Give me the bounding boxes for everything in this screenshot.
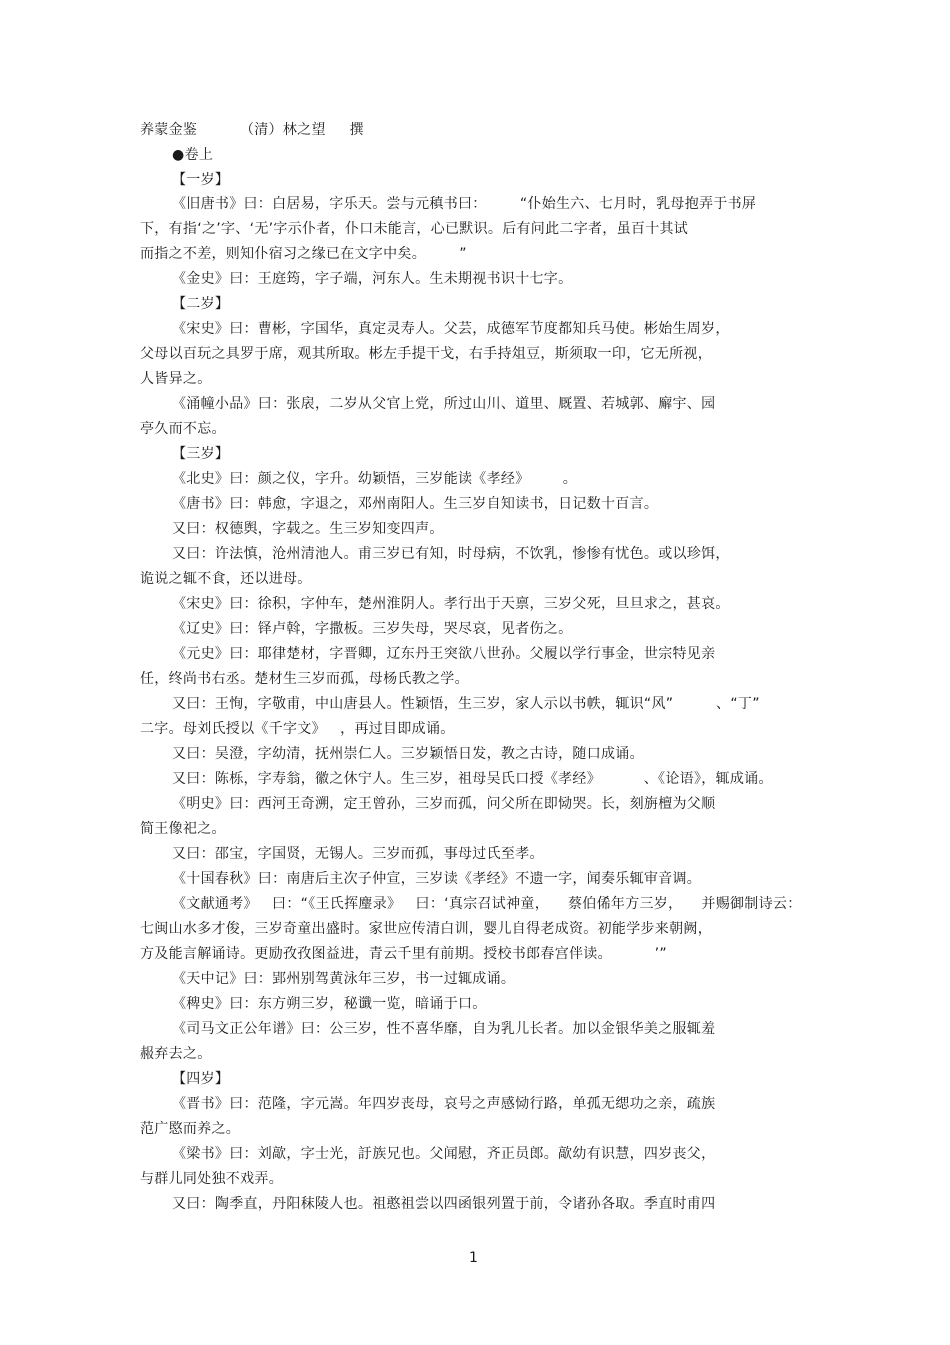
text-line: 诡说之辄不食，还以进母。	[140, 571, 312, 587]
text-line: 《辽史》曰：铎卢斡，字撒板。三岁失母，哭尽哀，见者伤之。	[172, 621, 573, 637]
section-heading: 【三岁】	[172, 446, 230, 462]
text-line: 《旧唐书》曰：白居易，字乐天。尝与元稹书曰： “仆始生六、七月时，乳母抱弄于书屏	[172, 196, 757, 212]
text-line: 简王像祀之。	[140, 821, 226, 837]
text-line: 又曰：吴澄，字幼清，抚州崇仁人。三岁颖悟日发，教之古诗，随口成诵。	[172, 746, 644, 762]
text-line: 《宋史》曰：徐积，字仲车，楚州淮阴人。孝行出于天禀，三岁父死，旦旦求之，甚哀。	[172, 596, 730, 612]
text-line: 七闽山水多才俊，三岁奇童出盛时。家世应传清白训，婴儿自得老成资。初能学步来朝阙，	[140, 921, 712, 937]
text-line: 二字。母刘氏授以《千字文》 ，再过目即成诵。	[140, 721, 455, 737]
text-line: 《天中记》曰：郢州别驾黄泳年三岁，书一过辄成诵。	[172, 971, 516, 987]
text-line: 亭久而不忘。	[140, 421, 226, 437]
text-line: 《明史》曰：西河王奇溯，定王曾孙，三岁而孤，问父所在即恸哭。长，刻旃檀为父顺	[172, 796, 716, 812]
text-line: 又曰：许法慎，沧州清池人。甫三岁已有知，时母病，不饮乳，惨惨有忧色。或以珍饵，	[172, 546, 730, 562]
volume-heading: ●卷上	[172, 147, 214, 163]
text-line: 《金史》曰：王庭筠，字子端，河东人。生未期视书识十七字。	[172, 271, 573, 287]
section-heading: 【一岁】	[172, 172, 230, 188]
text-line: 《元史》曰：耶律楚材，字晋卿，辽东丹王突欲八世孙。父履以学行事金，世宗特见亲	[172, 646, 716, 662]
text-line: 人皆异之。	[140, 371, 212, 387]
text-line: 《宋史》曰：曹彬，字国华，真定灵寿人。父芸，成德军节度都知兵马使。彬始生周岁，	[172, 321, 730, 337]
text-line: 任，终尚书右丞。楚材生三岁而孤，母杨氏教之学。	[140, 671, 469, 687]
text-line: 下，有指‘之’字、‘无’字示仆者，仆口未能言，心已默识。后有问此二字者，虽百十其试	[140, 221, 689, 237]
text-line: 而指之不差，则知仆宿习之缘已在文字中矣。 ”	[140, 246, 467, 262]
document-title: 养蒙金鉴 （清）林之望 撰	[140, 122, 364, 138]
text-line: 《十国春秋》曰：南唐后主次子仲宣，三岁读《孝经》不遗一字，闻奏乐辄审音调。	[172, 871, 702, 887]
text-line: 又曰：陶季直，丹阳秣陵人也。祖憨祖尝以四函银列置于前，令诸孙各取。季直时甫四	[172, 1196, 716, 1212]
text-line: 《稗史》曰：东方朔三岁，秘谶一览，暗诵于口。	[172, 996, 487, 1012]
text-line: 《唐书》曰：韩愈，字退之，邓州南阳人。生三岁自知读书，日记数十百言。	[172, 496, 659, 512]
text-line: 又曰：权德舆，字载之。生三岁知变四声。	[172, 521, 444, 537]
text-line: 又曰：王恂，字敬甫，中山唐县人。性颖悟，生三岁，家人示以书帙，辄识“风” 、“丁”	[172, 696, 760, 712]
page-number: 1	[469, 1250, 478, 1266]
text-line: 《涌幢小品》曰：张扆，二岁从父官上党，所过山川、道里、厩置、若城郭、廨宇、园	[172, 396, 716, 412]
text-line: 范广愍而养之。	[140, 1121, 241, 1137]
text-line: 方及能言解诵诗。更励孜孜图益进，青云千里有前期。授校书郎春宫伴读。 ’”	[140, 946, 667, 962]
section-heading: 【二岁】	[172, 296, 230, 312]
text-line: 《梁书》曰：刘歊，字士光，訏族兄也。父闻慰，齐正员郎。歊幼有识慧，四岁丧父，	[172, 1146, 716, 1162]
text-line: 赧弃去之。	[140, 1046, 212, 1062]
text-line: 《司马文正公年谱》曰：公三岁，性不喜华靡，自为乳儿长者。加以金银华美之服辄羞	[172, 1021, 716, 1037]
text-line: 又曰：邵宝，字国贤，无锡人。三岁而孤，事母过氏至孝。	[172, 846, 544, 862]
text-line: 又曰：陈栎，字寿翁，徽之休宁人。生三岁，祖母吴氏口授《孝经》 、《论语》，辄成诵。	[172, 771, 773, 787]
text-line: 《北史》曰：颜之仪，字升。幼颖悟，三岁能读《孝经》 。	[172, 471, 578, 487]
text-line: 《文献通考》 曰：“《王氏挥麈录》 曰：‘真宗召试神童， 蔡伯俙年方三岁， 并赐御制诗云：	[172, 896, 802, 912]
text-line: 《晋书》曰：范隆，字元嵩。年四岁丧母，哀号之声感恸行路，单孤无缌功之亲，疏族	[172, 1096, 716, 1112]
text-line: 与群儿同处独不戏弄。	[140, 1171, 283, 1187]
section-heading: 【四岁】	[172, 1071, 230, 1087]
text-line: 父母以百玩之具罗于席，观其所取。彬左手提干戈，右手持俎豆，斯须取一印，它无所视，	[140, 346, 712, 362]
